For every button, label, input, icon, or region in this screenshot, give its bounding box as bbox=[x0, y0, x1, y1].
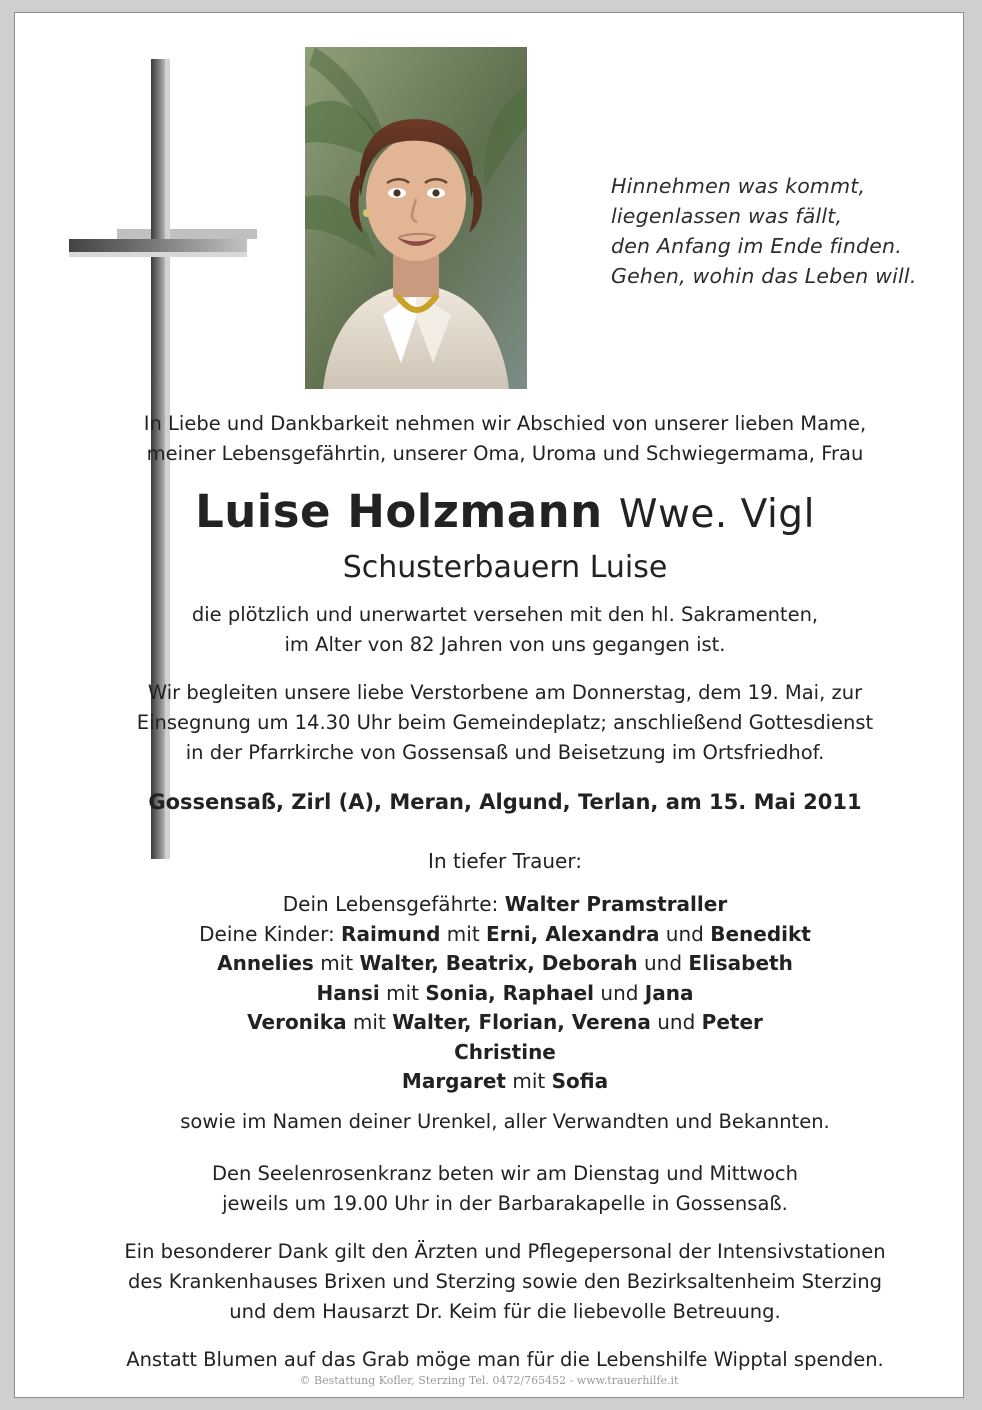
family-row-hansi bbox=[75, 979, 935, 1009]
portrait-photo bbox=[305, 47, 527, 389]
funeral-text bbox=[75, 678, 935, 768]
memorial-card bbox=[14, 12, 964, 1398]
thanks-line-2: des Krankenhauses Brixen und Sterzing sowie den Bezirksaltenheim Sterzing bbox=[127, 1269, 883, 1293]
family-row-rest: mit Sonia, Raphael und Jana bbox=[379, 980, 694, 1005]
thanks-line-1: Ein besonderer Dank gilt den Ärzten und Pflegepersonal der Intensivstationen bbox=[124, 1239, 886, 1263]
footer-credit: © Bestattung Kofler, Sterzing Tel. 0472/765452 - www.trauerhilfe.it bbox=[299, 1374, 679, 1387]
funeral-line-1: Wir begleiten unsere liebe Verstorbene am Donnerstag, dem 19. Mai, zur bbox=[147, 681, 863, 704]
family-row-name: Margaret bbox=[401, 1069, 506, 1093]
deceased-name-suffix: Wwe. Vigl bbox=[618, 492, 815, 537]
deceased-name bbox=[75, 483, 935, 544]
family-row-rest: mit Erni, Alexandra und Benedikt bbox=[440, 921, 811, 946]
intro-line-1: In Liebe und Dankbarkeit nehmen wir Abschied von unserer lieben Mame, bbox=[143, 412, 867, 435]
mourning-header: In tiefer Trauer: bbox=[428, 849, 582, 873]
family-row-label: Dein Lebensgefährte: bbox=[282, 892, 505, 916]
family-row-name: Christine bbox=[454, 1039, 556, 1064]
family-row-margaret bbox=[75, 1067, 935, 1097]
family-row-annelies bbox=[75, 949, 935, 979]
family-row-veronika bbox=[75, 1008, 935, 1038]
intro-text bbox=[75, 409, 935, 469]
relatives-line: sowie im Namen deiner Urenkel, aller Verwandten und Bekannten. bbox=[180, 1109, 830, 1133]
death-line-1: die plötzlich und unerwartet versehen mit den hl. Sakramenten, bbox=[191, 603, 819, 626]
family-row-name: Raimund bbox=[341, 921, 441, 946]
family-row-name: Veronika bbox=[247, 1010, 347, 1034]
deceased-name-main: Luise Holzmann bbox=[195, 485, 603, 538]
funeral-line-3: in der Pfarrkirche von Gossensaß und Beisetzung im Ortsfriedhof. bbox=[185, 741, 825, 764]
donation-line: Anstatt Blumen auf das Grab möge man für die Lebenshilfe Wipptal spenden. bbox=[126, 1347, 884, 1371]
intro-line-2: meiner Lebensgefährtin, unserer Oma, Uroma und Schwiegermama, Frau bbox=[146, 442, 864, 465]
place-and-date: Gossensaß, Zirl (A), Meran, Algund, Terlan, am 15. Mai 2011 bbox=[148, 790, 862, 814]
portrait-illustration bbox=[305, 47, 527, 389]
rosary-text bbox=[75, 1159, 935, 1219]
thanks-text bbox=[75, 1237, 935, 1327]
funeral-line-2: Einsegnung um 14.30 Uhr beim Gemeindeplatz; anschließend Gottesdienst bbox=[136, 711, 874, 734]
family-list bbox=[75, 890, 935, 1097]
rosary-line-2: jeweils um 19.00 Uhr in der Barbarakapelle in Gossensaß. bbox=[222, 1191, 788, 1215]
poem-block bbox=[611, 171, 961, 291]
family-row-rest: mit Sofia bbox=[505, 1069, 609, 1093]
family-row-christine bbox=[75, 1038, 935, 1068]
family-row-rest: mit Walter, Beatrix, Deborah und Elisabeth bbox=[313, 951, 793, 975]
poem-line-3: den Anfang im Ende finden. bbox=[611, 234, 902, 258]
poem-line-1: Hinnehmen was kommt, bbox=[611, 174, 866, 198]
family-row-name: Annelies bbox=[217, 951, 314, 975]
family-row-children bbox=[75, 920, 935, 950]
family-row-name: Hansi bbox=[316, 980, 380, 1005]
family-row-label: Deine Kinder: bbox=[199, 921, 342, 946]
poem-line-4: Gehen, wohin das Leben will. bbox=[611, 264, 917, 288]
poem-line-2: liegenlassen was fällt, bbox=[611, 204, 843, 228]
cross-shadow bbox=[117, 229, 257, 239]
family-row-rest: mit Walter, Florian, Verena und Peter bbox=[346, 1010, 763, 1034]
cross-horizontal-beam bbox=[69, 239, 247, 252]
death-line-2: im Alter von 82 Jahren von uns gegangen ist. bbox=[284, 633, 726, 656]
thanks-line-3: und dem Hausarzt Dr. Keim für die liebevolle Betreuung. bbox=[229, 1299, 781, 1323]
deceased-nickname: Schusterbauern Luise bbox=[342, 550, 668, 585]
cross-horizontal-highlight bbox=[69, 252, 247, 257]
family-row-name: Walter Pramstraller bbox=[504, 892, 728, 916]
death-text bbox=[75, 600, 935, 660]
rosary-line-1: Den Seelenrosenkranz beten wir am Dienstag und Mittwoch bbox=[211, 1161, 798, 1185]
spacer bbox=[75, 1137, 935, 1159]
family-row-partner bbox=[75, 890, 935, 920]
obituary-content bbox=[75, 409, 935, 1393]
